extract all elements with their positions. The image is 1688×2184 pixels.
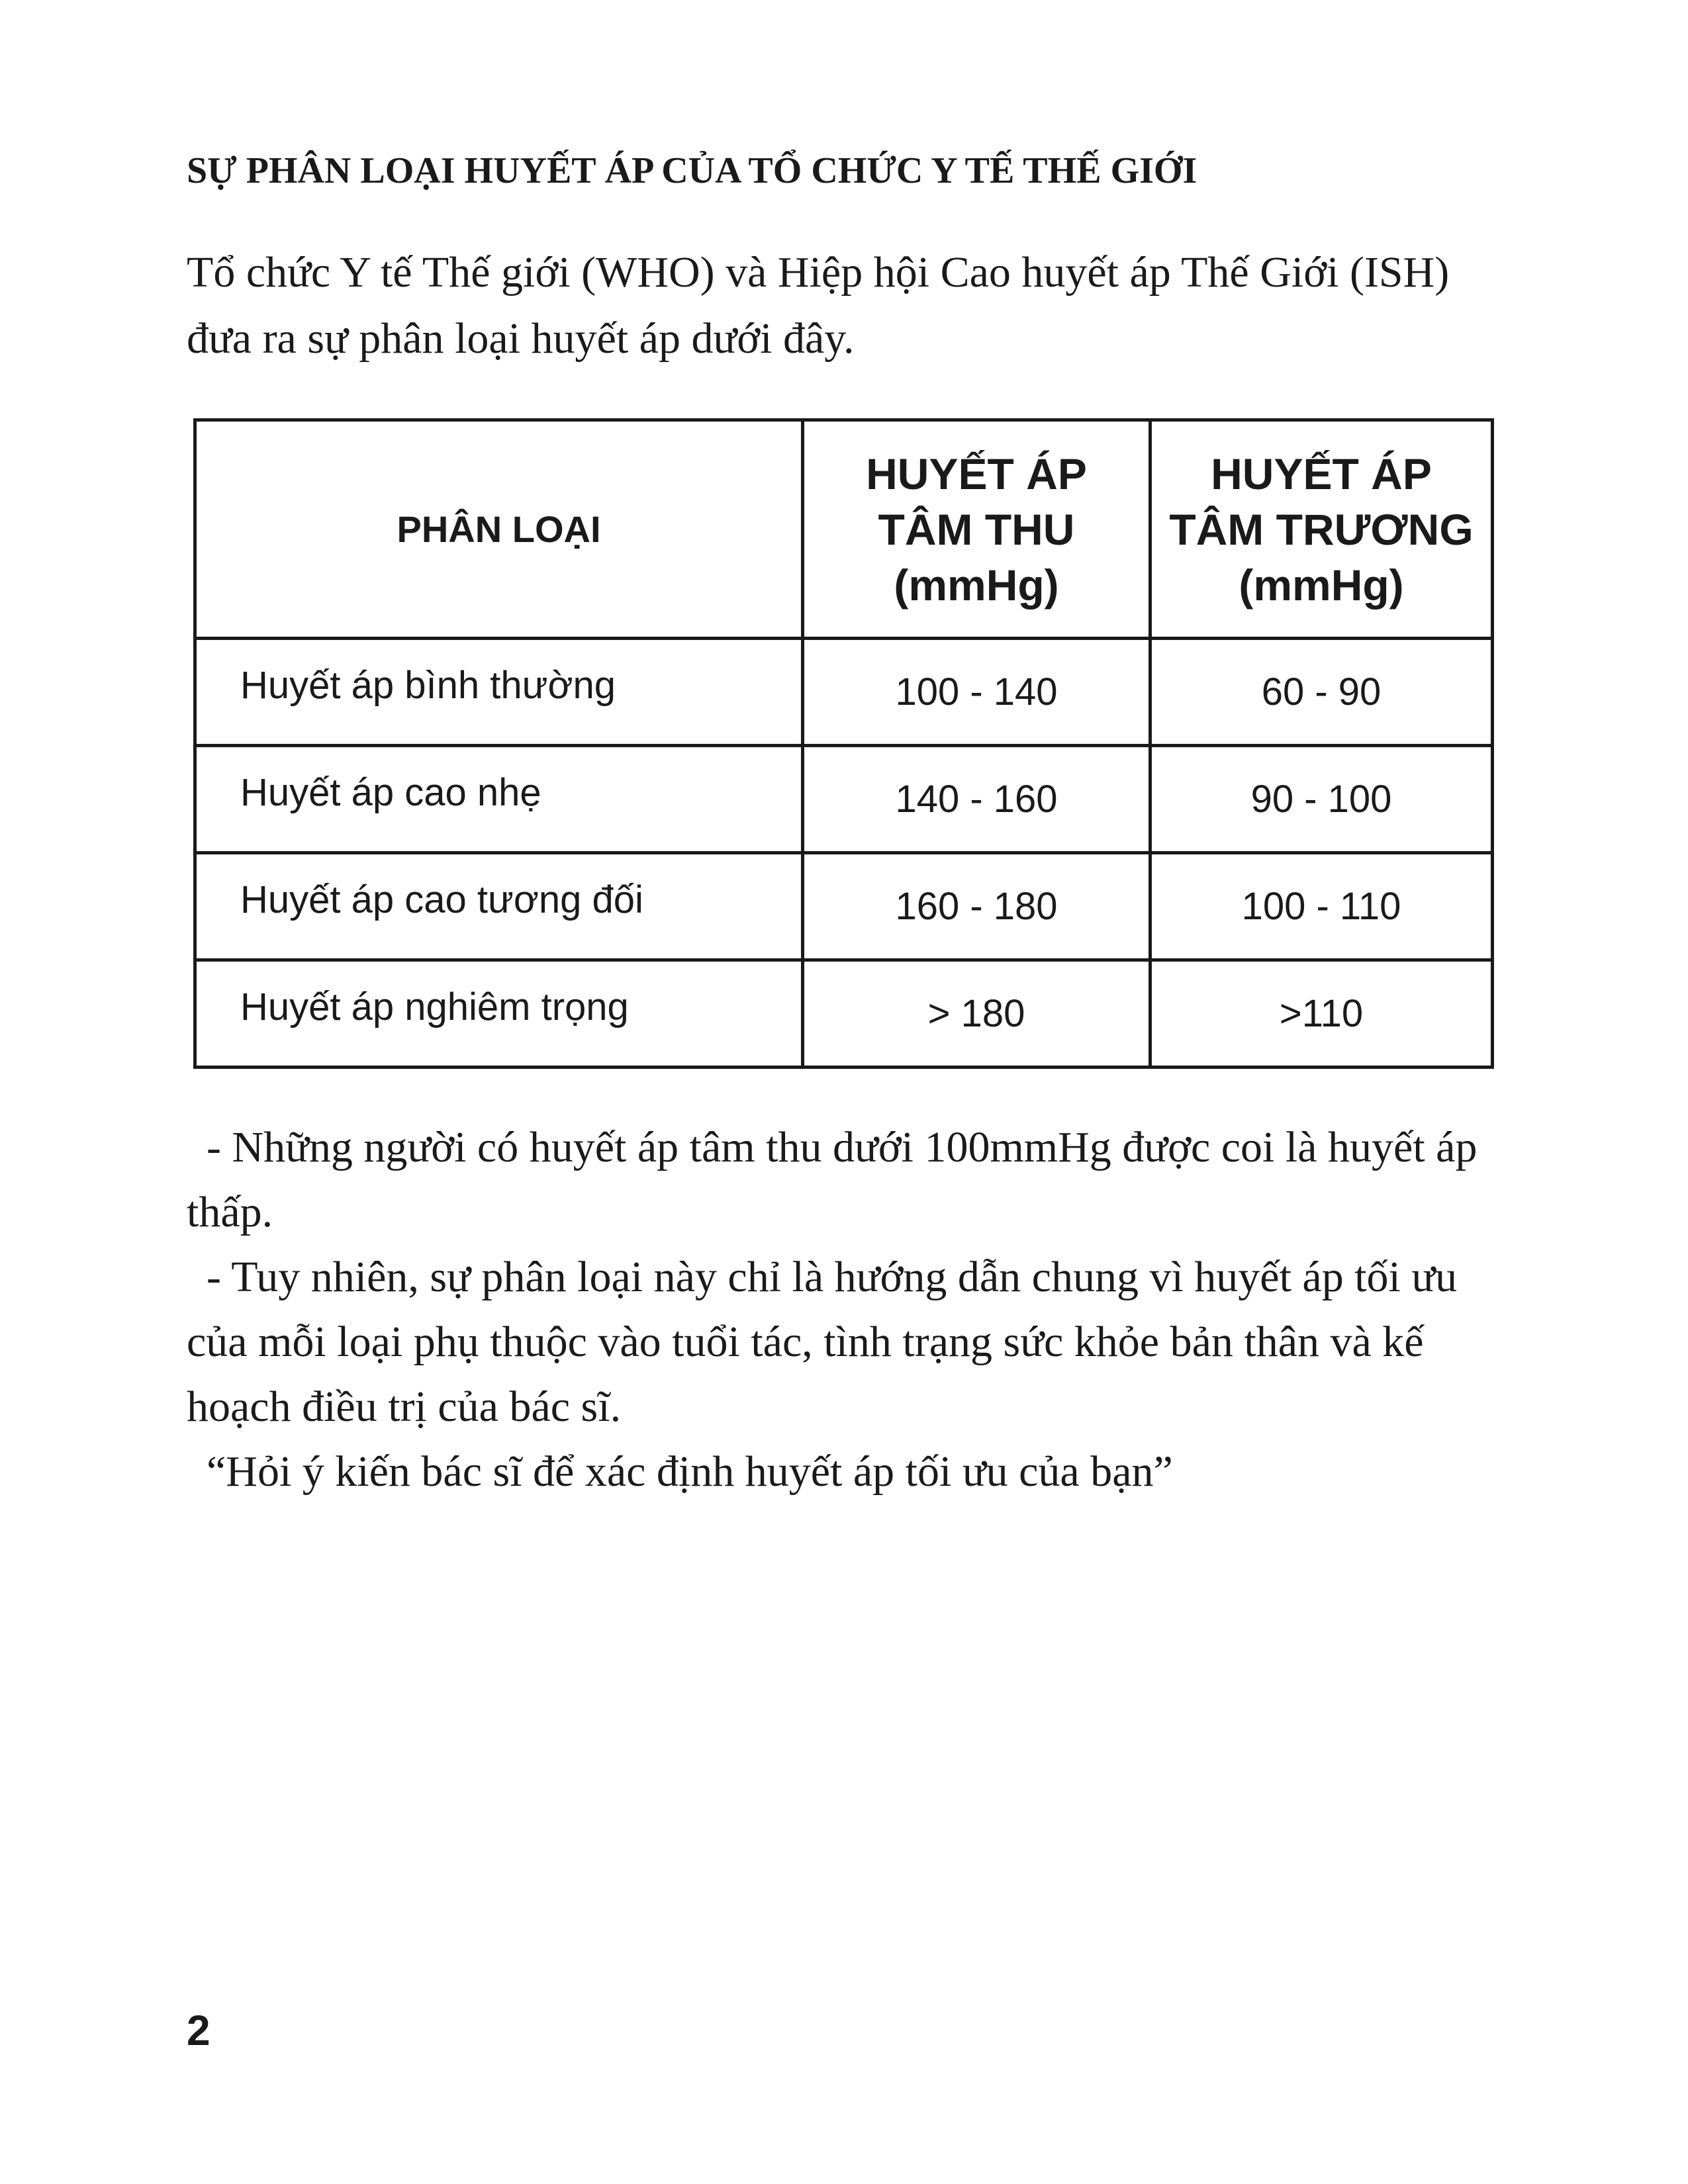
header-systolic [803,420,1150,639]
category-label: Huyết áp bình thường [240,664,616,707]
systolic-cell: > 180 [803,960,1150,1068]
header-diastolic [1150,420,1493,639]
category-cell [195,960,803,1068]
note-consult-doctor: “Hỏi ý kiến bác sĩ để xác định huyết áp tối ưu của bạn” [207,1447,1173,1496]
page-heading: SỰ PHÂN LOẠI HUYẾT ÁP CỦA TỔ CHỨC Y TẾ THẾ GIỚI [187,150,1197,191]
diastolic-cell: 100 - 110 [1150,853,1493,960]
systolic-cell: 100 - 140 [803,639,1150,746]
intro-paragraph: Tổ chức Y tế Thế giới (WHO) và Hiệp hội Cao huyết áp Thế Giới (ISH) đưa ra sự phân loại huyết áp dưới đây. [187,248,1450,363]
note-general-guideline: - Tuy nhiên, sự phân loại này chỉ là hướng dẫn chung vì huyết áp tối ưu của mỗi loại phụ thuộc vào tuổi tác, tình trạng sức khỏe bản thân và kế hoạch điều trị của bác sĩ. [187,1253,1458,1431]
header-systolic-line-3: (mmHg) [894,560,1059,610]
note-low-blood-pressure: - Những người có huyết áp tâm thu dưới 100mmHg được coi là huyết áp thấp. [187,1123,1477,1236]
category-label: Huyết áp cao tương đối [240,878,643,921]
header-systolic-line-1: HUYẾT ÁP [866,449,1087,498]
category-cell [195,639,803,746]
diastolic-cell: 60 - 90 [1150,639,1493,746]
category-cell [195,746,803,853]
blood-pressure-classification-table [193,418,1494,1069]
notes-section [187,1115,1517,1504]
table-row [195,639,1493,746]
header-diastolic-line-3: (mmHg) [1239,560,1404,610]
header-diastolic-line-2: TÂM TRƯƠNG [1169,504,1474,554]
header-systolic-line-2: TÂM THU [878,504,1075,554]
header-diastolic-line-1: HUYẾT ÁP [1211,449,1432,498]
header-category: PHÂN LOẠI [195,420,803,639]
systolic-cell: 160 - 180 [803,853,1150,960]
category-label: Huyết áp nghiêm trọng [240,985,629,1028]
page-number: 2 [187,2007,211,2054]
systolic-cell: 140 - 160 [803,746,1150,853]
table-header-row [195,420,1493,639]
diastolic-cell: >110 [1150,960,1493,1068]
table-row [195,960,1493,1068]
diastolic-cell: 90 - 100 [1150,746,1493,853]
table-row [195,853,1493,960]
category-cell [195,853,803,960]
category-label: Huyết áp cao nhẹ [240,771,541,814]
table-row [195,746,1493,853]
